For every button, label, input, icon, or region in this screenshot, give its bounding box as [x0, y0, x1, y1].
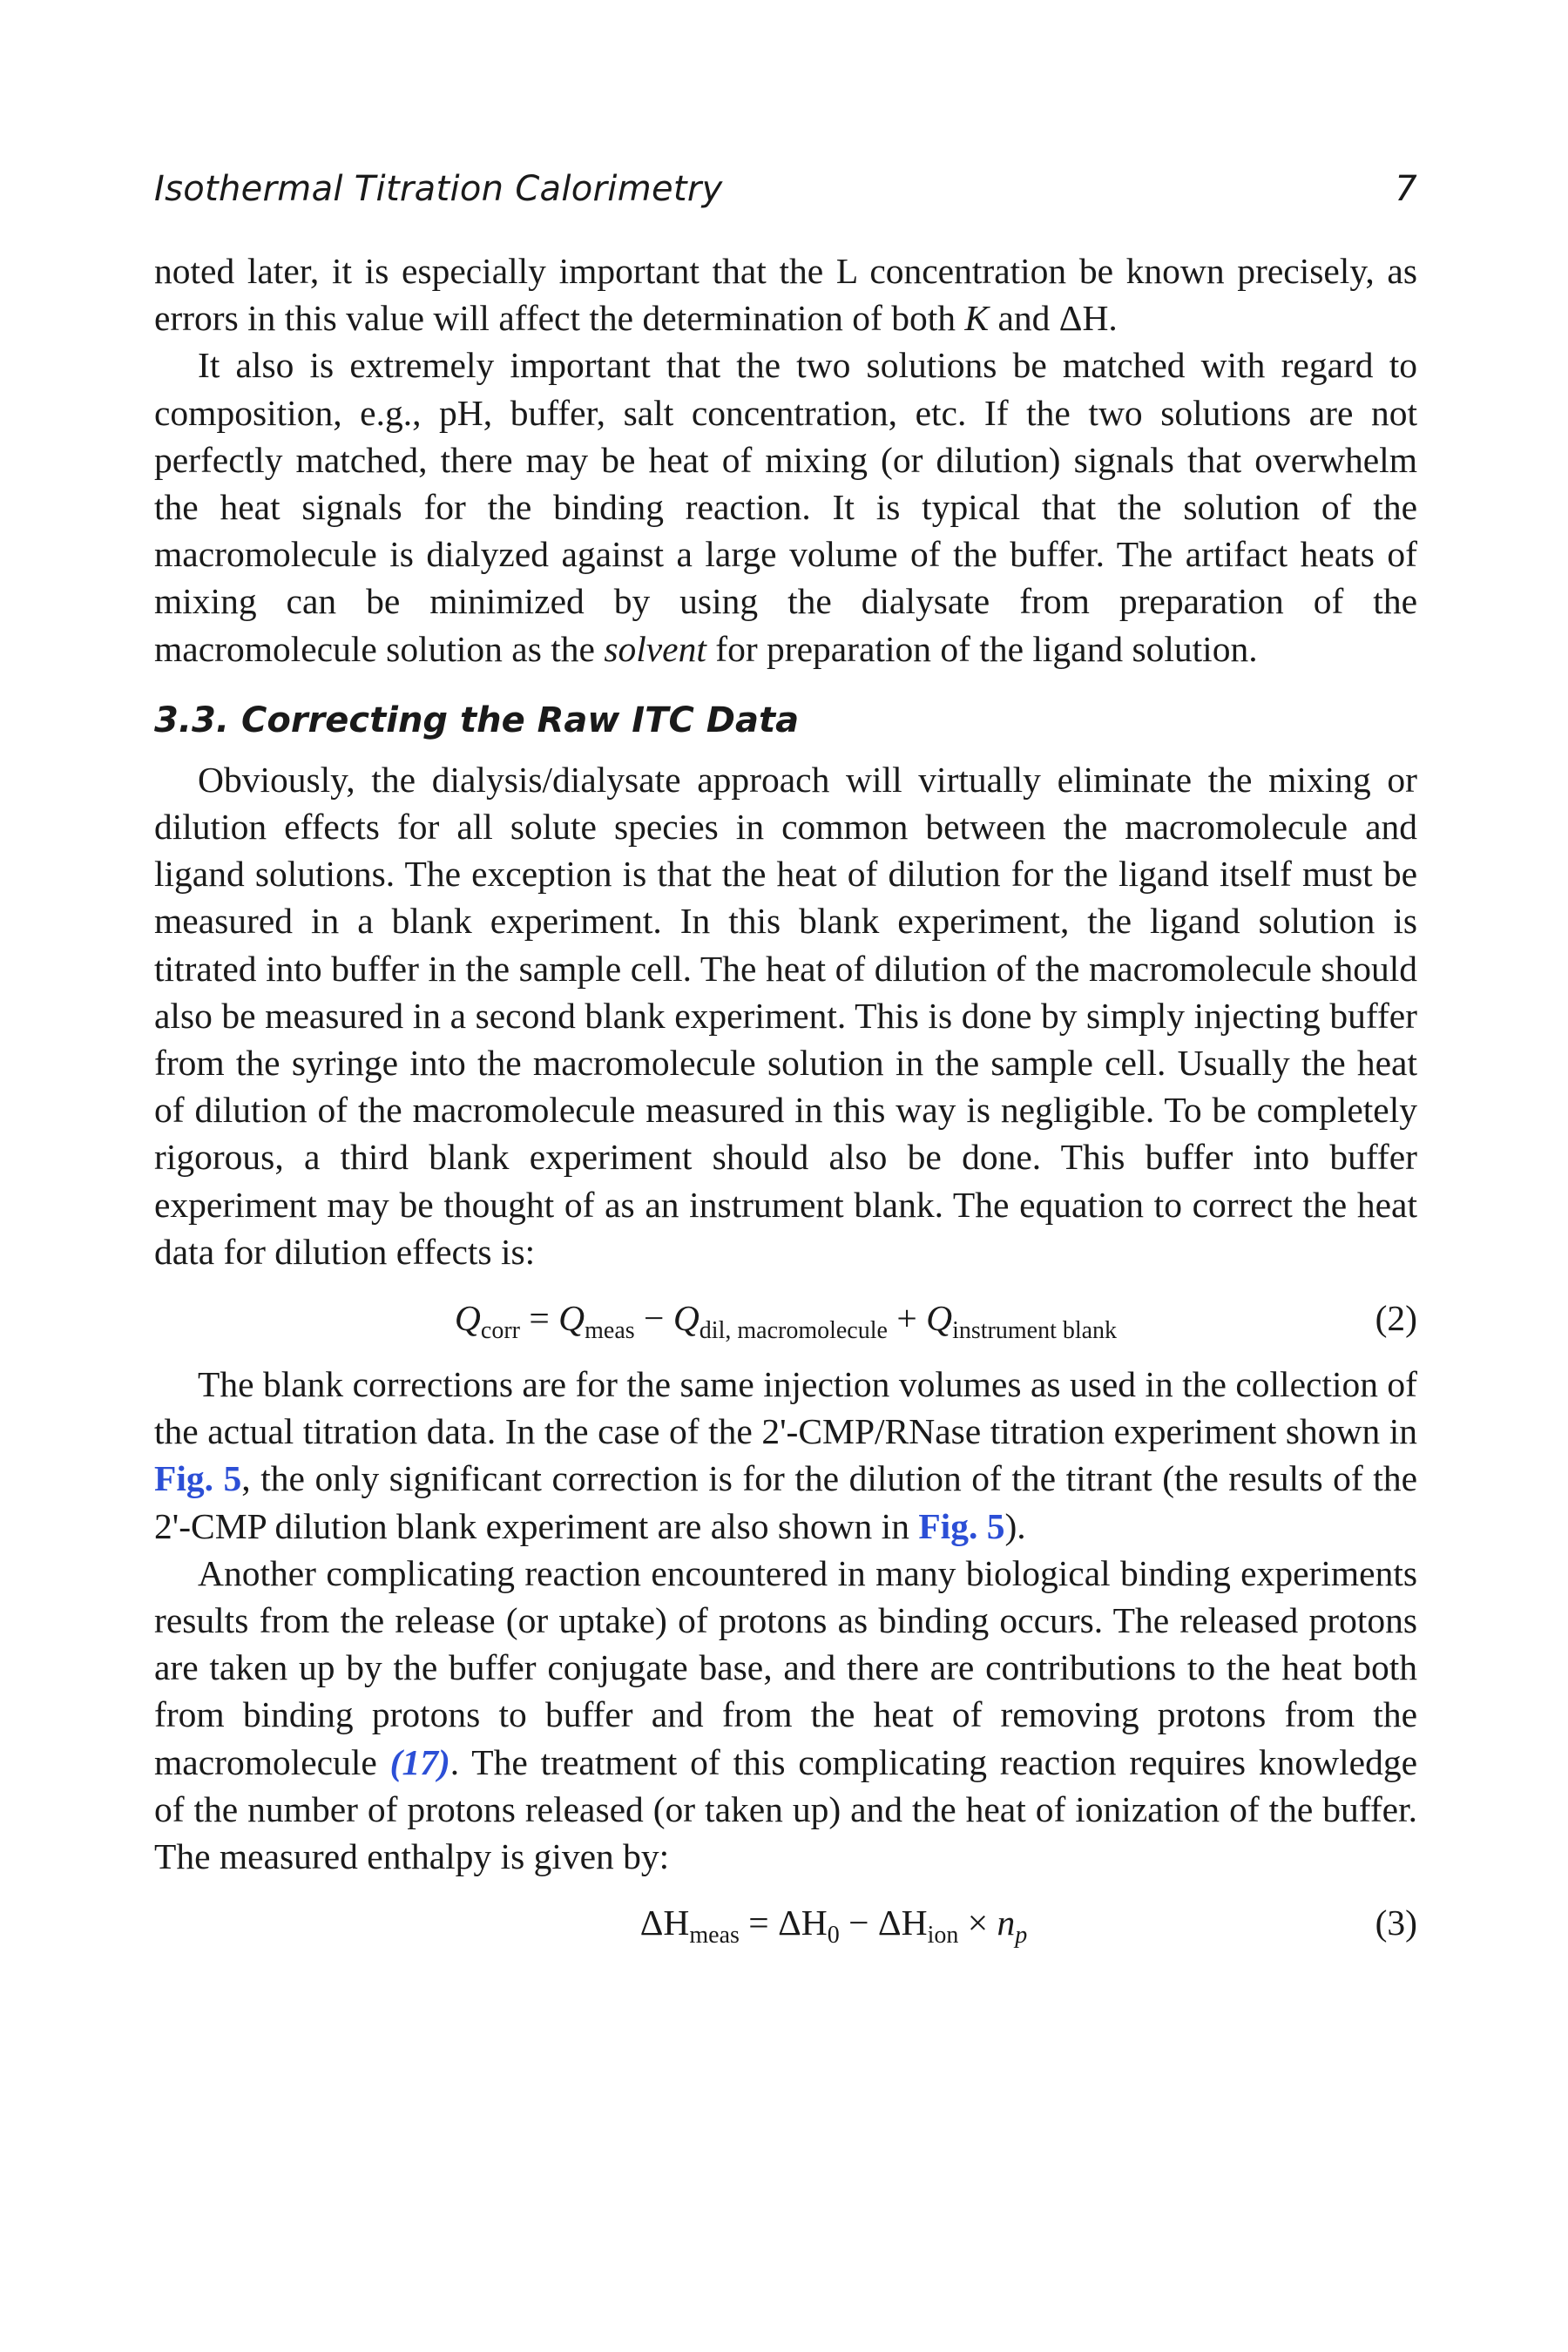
paragraph-1 [154, 247, 1417, 341]
eq-subscript: corr [480, 1317, 520, 1345]
eq-symbol: ΔH [778, 1903, 828, 1943]
running-head [154, 166, 1417, 213]
eq-symbol: Q [558, 1298, 585, 1339]
paragraph-2 [154, 341, 1417, 672]
eq-subscript: p [1015, 1922, 1028, 1950]
section-heading: 3.3. Correcting the Raw ITC Data [154, 700, 800, 740]
eq-subscript: instrument blank [952, 1317, 1118, 1345]
equation-3 [154, 1899, 1417, 1950]
solvent-emphasis: solvent [604, 628, 706, 669]
paragraph-4 [154, 1361, 1417, 1550]
eq-subscript: meas [689, 1922, 740, 1950]
eq-operator: + [887, 1298, 927, 1339]
equation-2-body [154, 1294, 1417, 1345]
eq-operator: = [519, 1298, 559, 1339]
text-run: . The treatment of this complicating reaction requires knowledge of the number of protons released (or taken up) and the heat of ionization of the buffer. The measured enthalpy is given by: [154, 1741, 1417, 1877]
equation-3-number: (3) [1375, 1903, 1417, 1943]
text-run: The blank corrections are for the same injection volumes as used in the collection of the actual titration data. In the case of the 2'-CMP/RNase titration experiment shown in [154, 1364, 1417, 1452]
equation-2-number: (2) [1375, 1298, 1417, 1339]
page [154, 166, 1417, 1965]
paragraph-5 [154, 1550, 1417, 1880]
text-run: Another complicating reaction encountered in many biological binding experiments results from the release (or uptake) of protons as binding occurs. The released protons are taken up by the buffer conjugate base, and there are contributions to the heat both from binding protons to buffer and from the heat of removing protons from the macromolecule [154, 1552, 1417, 1782]
eq-subscript: meas [585, 1317, 635, 1345]
text-run: for preparation of the ligand solution. [706, 628, 1258, 669]
eq-subscript: dil, macromolecule [699, 1317, 888, 1345]
eq-symbol: ΔH [639, 1903, 690, 1943]
equation-2 [154, 1294, 1417, 1345]
page-number: 7 [1395, 169, 1417, 209]
running-title: Isothermal Titration Calorimetry [154, 169, 723, 209]
text-run: It also is extremely important that the two solutions be matched with regard to composition, e.g., pH, buffer, salt concentration, etc. If the two solutions are not perfectly matched, there may be heat of mixing (or dilution) signals that overwhelm the heat signals for the binding reaction. It is typical that the solution of the macromolecule is dialyzed against a large volume of the buffer. The artifact heats of mixing can be minimized by using the dialysate from preparation of the macromolecule solution as the [154, 345, 1417, 669]
fig-5-link[interactable]: Fig. 5 [154, 1458, 242, 1499]
eq-symbol: Q [672, 1298, 700, 1339]
eq-operator: − [634, 1298, 673, 1339]
text-run: , the only significant correction is for the dilution of the titrant (the results of the 2'-CMP dilution blank experiment are also shown in [154, 1458, 1417, 1546]
fig-5-link[interactable]: Fig. 5 [918, 1505, 1005, 1546]
eq-operator: = [739, 1903, 779, 1943]
eq-operator: × [958, 1903, 997, 1943]
text-run: ). [1004, 1505, 1026, 1546]
eq-symbol: n [997, 1903, 1016, 1943]
eq-symbol: Q [926, 1298, 953, 1339]
paragraph-3: Obviously, the dialysis/dialysate approach will virtually eliminate the mixing or dilution effects for all solute species in common between the macromolecule and ligand solutions. The exception is that the heat of dilution for the ligand itself must be measured in a blank experiment. In this blank experiment, the ligand solution is titrated into buffer in the sample cell. The heat of dilution of the macromolecule should also be measured in a second blank experiment. This is done by simply injecting buffer from the syringe into the macromolecule solution in the sample cell. Usually the heat of dilution of the macromolecule measured in this way is negligible. To be completely rigorous, a third blank experiment should also be done. This buffer into buffer experiment may be thought of as an instrument blank. The equation to correct the heat data for dilution effects is: [154, 759, 1417, 1272]
eq-symbol: Q [454, 1298, 481, 1339]
var-K: K [964, 298, 990, 339]
text-run: noted later, it is especially important that the L concentration be known precisely, as errors in this value will affect the determination of both [154, 251, 1417, 339]
eq-subscript: 0 [827, 1922, 840, 1950]
eq-subscript: ion [927, 1922, 959, 1950]
equation-3-body [154, 1899, 1417, 1950]
eq-operator: − [839, 1903, 878, 1943]
reference-17-link[interactable]: (17) [389, 1741, 450, 1782]
text-run: and ΔH. [989, 298, 1118, 339]
eq-symbol: ΔH [877, 1903, 928, 1943]
